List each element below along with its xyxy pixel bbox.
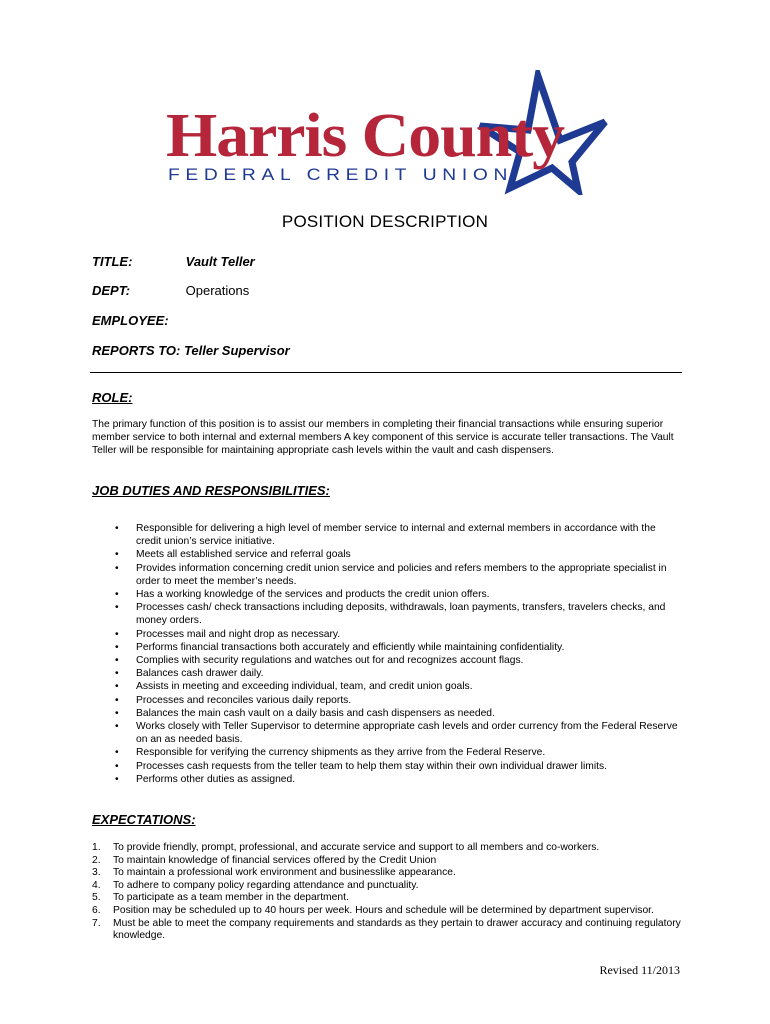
dept-field xyxy=(92,283,249,298)
list-item: • Works closely with Teller Supervisor to determine appropriate cash levels and order currency from the Federal Reserve on an as needed basis. xyxy=(115,721,678,746)
list-item: • Processes cash/ check transactions including deposits, withdrawals, loan payments, transfers, travelers checks, and money orders. xyxy=(115,602,666,627)
list-item: • Balances cash drawer daily. xyxy=(115,668,264,680)
bullet: • xyxy=(115,681,119,693)
bullet: • xyxy=(115,602,119,614)
list-item: 7. Must be able to meet the company requirements and standards as they pertain to drawer accuracy and continuing regulatory knowledge. xyxy=(92,917,681,942)
bullet: • xyxy=(115,668,119,680)
role-text: The primary function of this position is to assist our members in completing their financial transactions while ensuring superior member service to both internal and external members A key component of this service is accurate teller transactions. The Vault Teller will be responsible for maintaining appropriate cash levels within the vault and cash dispensers. xyxy=(92,419,674,456)
bullet: • xyxy=(115,628,119,640)
list-item: • Responsible for delivering a high level of member service to internal and external members in accordance with the credit union’s service initiative. xyxy=(115,523,656,548)
list-item: • Processes and reconciles various daily reports. xyxy=(115,694,352,706)
expectations-heading: EXPECTATIONS: xyxy=(92,812,196,827)
list-item: 4. To adhere to company policy regarding attendance and punctuality. xyxy=(92,879,419,891)
employee-label: EMPLOYEE: xyxy=(92,313,169,328)
title-value: Vault Teller xyxy=(185,254,255,269)
role-heading: ROLE: xyxy=(92,390,133,405)
dept-value: Operations xyxy=(185,283,250,298)
list-item: • Assists in meeting and exceeding individual, team, and credit union goals. xyxy=(115,681,473,693)
reports-to: REPORTS TO: Teller Supervisor xyxy=(92,343,290,358)
dept-label: DEPT: xyxy=(92,283,131,298)
logo-subtitle: FEDERAL CREDIT UNION xyxy=(168,165,513,184)
list-item: 2. To maintain knowledge of financial services offered by the Credit Union xyxy=(92,854,437,866)
bullet: • xyxy=(115,549,119,561)
list-item: • Balances the main cash vault on a daily basis and cash dispensers as needed. xyxy=(115,707,495,719)
list-item: • Processes cash requests from the teller team to help them stay within their own individual drawer limits. xyxy=(115,760,607,772)
list-item: 6. Position may be scheduled up to 40 hours per week. Hours and schedule will be determined by department supervisor. xyxy=(92,904,654,916)
expectations-list xyxy=(92,842,682,943)
bullet: • xyxy=(115,589,119,601)
bullet: • xyxy=(115,694,119,706)
list-item: 5. To participate as a team member in the department. xyxy=(92,892,349,904)
revised-date: Revised 11/2013 xyxy=(599,963,680,977)
bullet: • xyxy=(115,747,119,759)
title-field xyxy=(92,254,255,269)
duties-heading: JOB DUTIES AND RESPONSIBILITIES: xyxy=(92,483,330,498)
harris-county-logo xyxy=(160,70,610,195)
bullet: • xyxy=(115,760,119,772)
list-item: 3. To maintain a professional work environment and businesslike appearance. xyxy=(92,867,456,879)
document-title: POSITION DESCRIPTION xyxy=(281,212,489,231)
list-item: • Complies with security regulations and watches out for and recognizes account flags. xyxy=(115,655,524,667)
bullet: • xyxy=(115,707,119,719)
list-item: • Performs financial transactions both accurately and efficiently while maintaining confidentiality. xyxy=(115,641,565,653)
bullet: • xyxy=(115,773,119,785)
list-item: • Provides information concerning credit union service and policies and refers members to the appropriate specialist in order to meet the member’s needs. xyxy=(115,562,667,587)
list-item: • Has a working knowledge of the services and products the credit union offers. xyxy=(115,589,490,601)
bullet: • xyxy=(115,523,119,534)
logo-name: Harris County xyxy=(166,102,566,170)
bullet: • xyxy=(115,721,119,733)
list-item: • Responsible for verifying the currency shipments as they arrive from the Federal Reserve. xyxy=(115,747,546,759)
title-label: TITLE: xyxy=(92,254,133,269)
list-item: • Meets all established service and referral goals xyxy=(115,549,351,561)
section-divider xyxy=(90,372,682,373)
list-item: • Performs other duties as assigned. xyxy=(115,773,296,785)
duties-list xyxy=(92,522,682,786)
bullet: • xyxy=(115,641,119,653)
bullet: • xyxy=(115,655,119,667)
list-item: 1. To provide friendly, prompt, professional, and accurate service and support to all members and co-workers. xyxy=(92,842,600,853)
bullet: • xyxy=(115,562,119,574)
list-item: • Processes mail and night drop as necessary. xyxy=(115,628,341,640)
